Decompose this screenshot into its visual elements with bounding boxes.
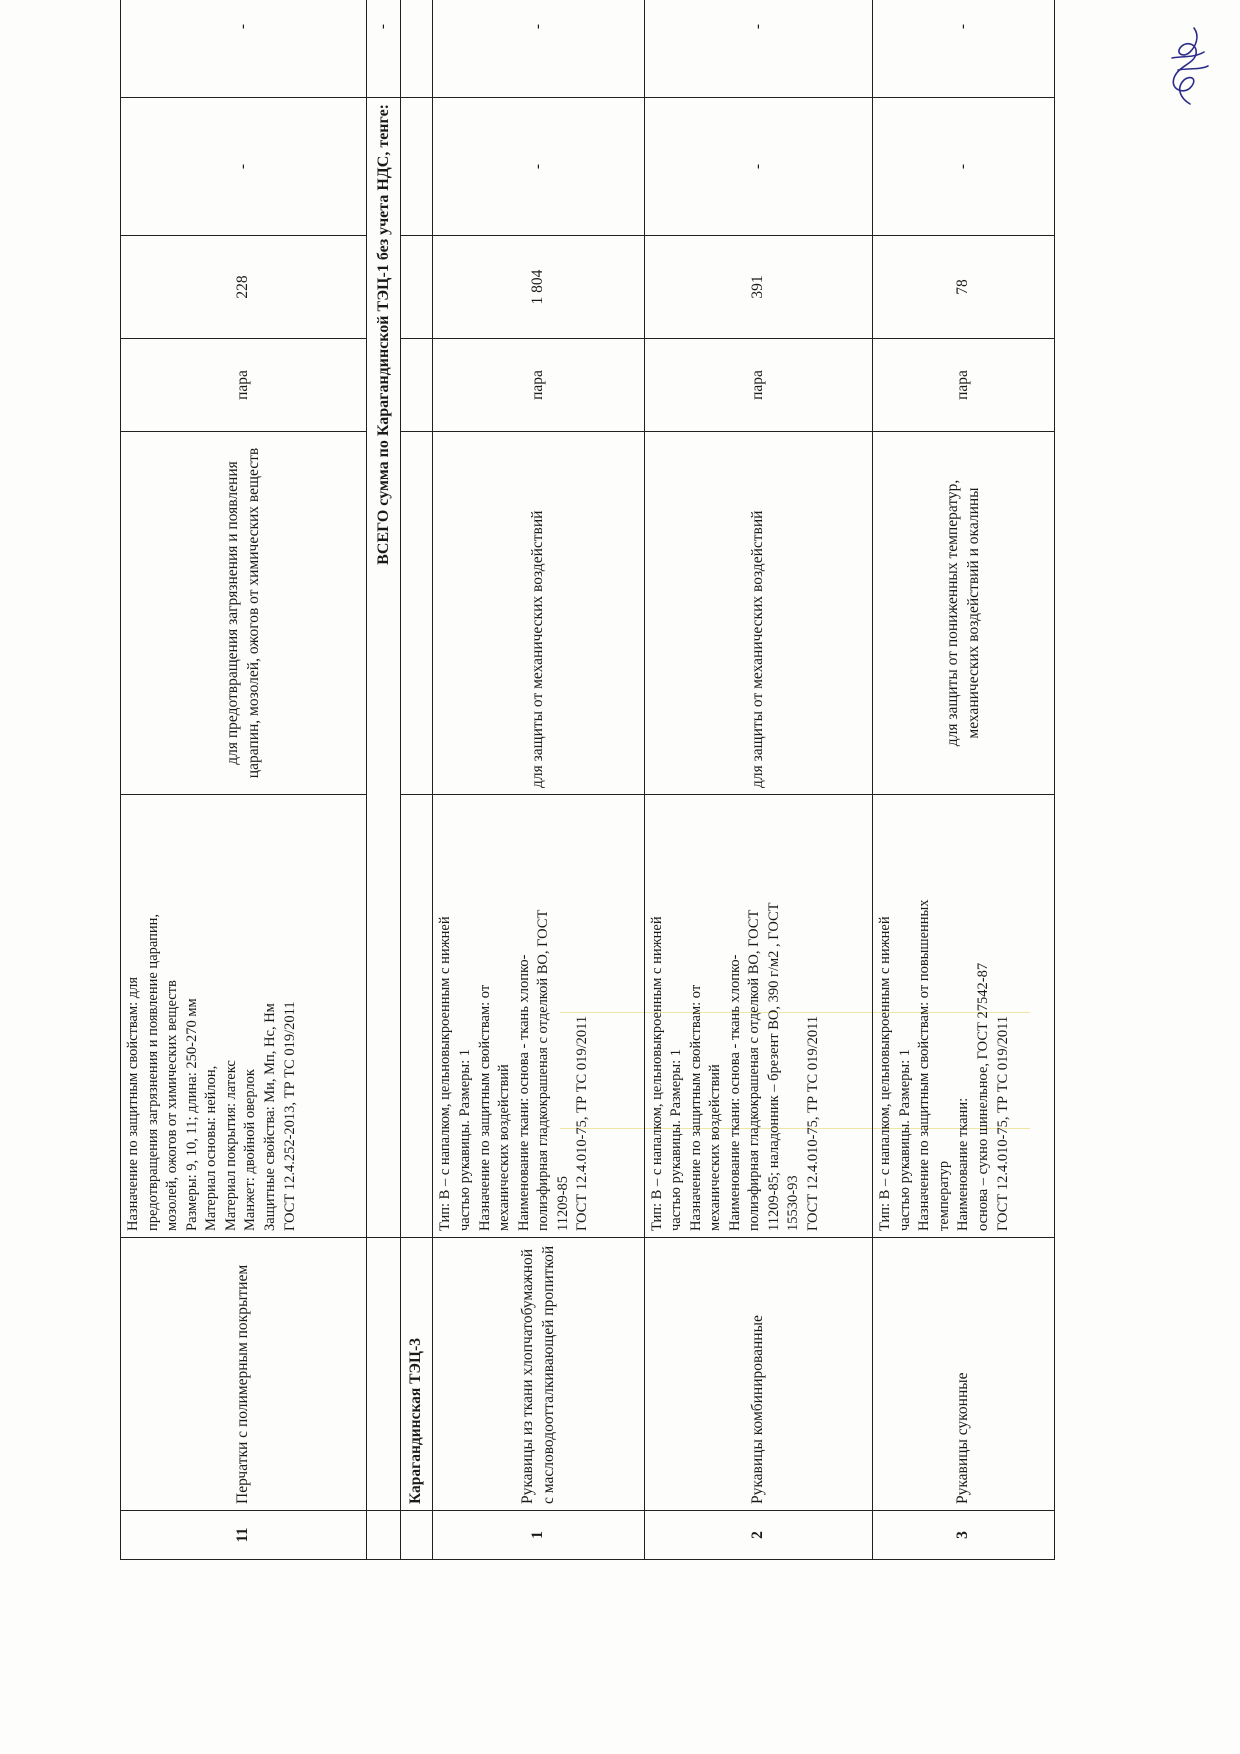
total-label: ВСЕГО сумма по Карагандинской ТЭЦ-1 без учета НДС, тенге: xyxy=(367,98,401,1238)
description-line: Защитные свойства: Ми, Мп, Нс, Нм xyxy=(261,1003,278,1231)
description-line: 11209-85; наладонник – брезент ВО, 390 г/м2 , ГОСТ xyxy=(765,902,782,1231)
item-price: - xyxy=(121,98,367,236)
description-line: основа – сукно шинельное, ГОСТ 27542-87 xyxy=(975,962,992,1231)
description-line: Назначение по защитным свойствам: для xyxy=(125,976,141,1231)
description-line: полиэфирная гладкокрашеная с отделкой ВО, ГОСТ xyxy=(746,909,763,1231)
item-price: - xyxy=(873,98,1055,236)
item-price: - xyxy=(433,98,644,236)
rotated-sheet xyxy=(120,23,1055,1560)
description-line: Наименование ткани: xyxy=(955,1097,972,1231)
item-purpose: для защиты от механических воздействий xyxy=(644,432,873,795)
description-line: Назначение по защитным свойствам: от повышенных xyxy=(916,899,933,1231)
description-line: Назначение по защитным свойствам: от xyxy=(476,984,493,1231)
row-number: 1 xyxy=(433,1511,644,1560)
description-line: механических воздействий xyxy=(707,1064,724,1231)
description-line: механических воздействий xyxy=(496,1064,513,1231)
item-price: - xyxy=(644,98,873,236)
total-row xyxy=(367,0,401,1560)
item-description xyxy=(433,795,644,1238)
section-row xyxy=(400,0,433,1560)
table-row xyxy=(121,0,367,1560)
description-line: предотвращения загрязнения и появление царапин, xyxy=(144,913,161,1231)
description-line: Наименование ткани: основа - ткань хлопко- xyxy=(726,954,743,1231)
description-line: частью рукавицы. Размеры: 1 xyxy=(896,1048,913,1231)
description-line: ГОСТ 12.4.010-75, ТР ТС 019/2011 xyxy=(805,1015,822,1231)
item-description xyxy=(644,795,873,1238)
item-quantity: 78 xyxy=(873,236,1055,339)
item-unit: пара xyxy=(433,339,644,432)
item-purpose: для защиты от механических воздействий xyxy=(433,432,644,795)
item-description xyxy=(121,795,367,1238)
row-number: 3 xyxy=(873,1511,1055,1560)
description-line: Материал покрытия: латекс xyxy=(222,1060,239,1231)
description-line: частью рукавицы. Размеры: 1 xyxy=(668,1048,685,1231)
item-description xyxy=(873,795,1055,1238)
description-line: частью рукавицы. Размеры: 1 xyxy=(457,1048,474,1231)
table-row xyxy=(433,0,644,1560)
item-name: Рукавицы из ткани хлопчатобумажной с масловодоотталкивающей пропиткой xyxy=(433,1238,644,1511)
handwritten-signature xyxy=(1150,18,1220,108)
item-unit: пара xyxy=(873,339,1055,432)
item-quantity: 391 xyxy=(644,236,873,339)
item-purpose: для защиты от пониженных температур, механических воздействий и окалины xyxy=(873,432,1055,795)
description-line: Тип: В – с напалком, цельновыкроенным с нижней xyxy=(648,916,665,1231)
item-quantity: 228 xyxy=(121,236,367,339)
row-number: 2 xyxy=(644,1511,873,1560)
description-line: ГОСТ 12.4.010-75, ТР ТС 019/2011 xyxy=(574,1015,591,1231)
item-amount: - xyxy=(433,0,644,98)
item-purpose: для предотвращения загрязнения и появления царапин, мозолей, ожогов от химических веществ xyxy=(121,432,367,795)
item-amount: - xyxy=(873,0,1055,98)
item-unit: пара xyxy=(121,339,367,432)
description-line: Размеры: 9, 10, 11; длина: 250-270 мм xyxy=(183,998,200,1231)
specification-table xyxy=(120,0,1055,1560)
table-row xyxy=(873,0,1055,1560)
description-line: 11209-85 xyxy=(554,1175,571,1231)
description-line: Тип: В – с напалком, цельновыкроенным с нижней xyxy=(437,916,454,1231)
description-line: ГОСТ 12.4.010-75, ТР ТС 019/2011 xyxy=(994,1015,1011,1231)
item-amount: - xyxy=(644,0,873,98)
description-line: мозолей, ожогов от химических веществ xyxy=(164,980,181,1231)
description-line: Тип: В – с напалком, цельновыкроенным с нижней xyxy=(877,916,894,1231)
description-line: температур xyxy=(935,1160,952,1231)
description-line: ГОСТ 12.4.252-2013, ТР ТС 019/2011 xyxy=(281,1001,298,1231)
description-line: Наименование ткани: основа - ткань хлопко- xyxy=(515,954,532,1231)
item-name: Рукавицы суконные xyxy=(873,1238,1055,1511)
item-unit: пара xyxy=(644,339,873,432)
description-line: Назначение по защитным свойствам: от xyxy=(687,984,704,1231)
table-row xyxy=(644,0,873,1560)
description-line: Материал основы: нейлон, xyxy=(203,1065,220,1231)
item-name: Перчатки с полимерным покрытием xyxy=(121,1238,367,1511)
description-line: полиэфирная гладкокрашеная с отделкой ВО, ГОСТ xyxy=(535,909,552,1231)
section-title: Карагандинская ТЭЦ-3 xyxy=(400,1238,433,1511)
description-line: 15530-93 xyxy=(785,1175,802,1231)
total-value: - xyxy=(367,0,401,98)
item-name: Рукавицы комбинированные xyxy=(644,1238,873,1511)
row-number: 11 xyxy=(121,1511,367,1560)
item-amount: - xyxy=(121,0,367,98)
description-line: Манжет: двойной оверлок xyxy=(242,1069,259,1231)
item-quantity: 1 804 xyxy=(433,236,644,339)
